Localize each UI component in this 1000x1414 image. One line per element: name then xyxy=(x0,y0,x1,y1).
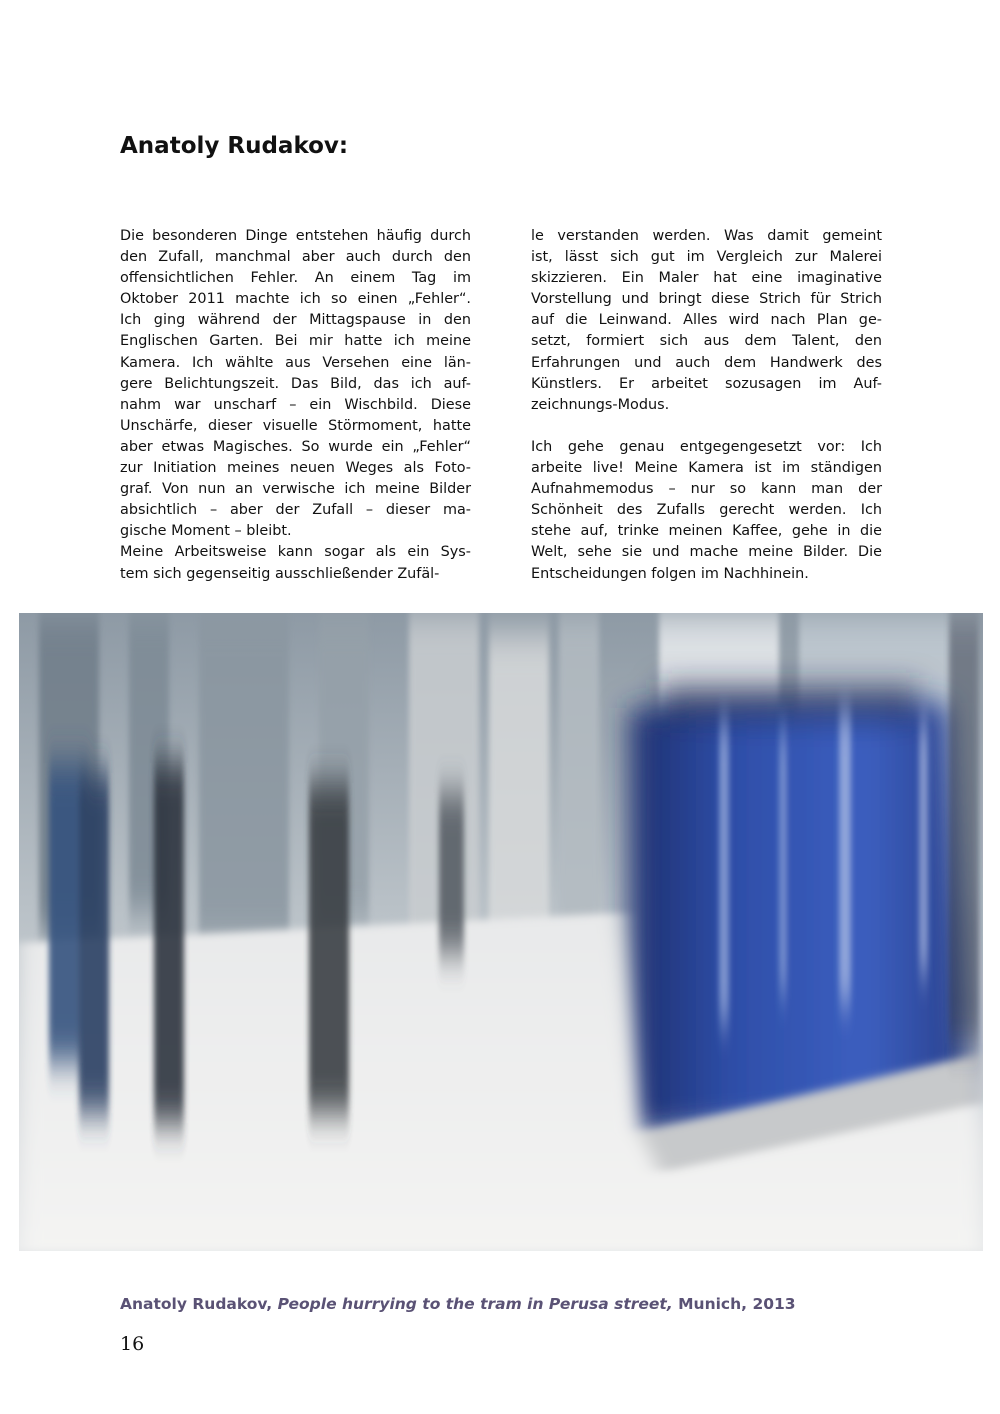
text-line: graf. Von nun an verwische ich meine Bilder xyxy=(120,481,471,498)
article-title: Anatoly Rudakov: xyxy=(120,133,349,159)
text-line: tem sich gegenseitig ausschließender Zufäl- xyxy=(120,565,440,582)
text-line: zeichnungs-Modus. xyxy=(531,396,670,413)
text-line: Ich ging während der Mittagspause in den xyxy=(120,312,471,329)
text-line: skizzieren. Ein Maler hat eine imaginative xyxy=(531,270,882,287)
caption-artist: Anatoly Rudakov, xyxy=(120,1295,273,1313)
text-line: Die besonderen Dinge entstehen häufig durch xyxy=(120,228,471,244)
text-line: Erfahrungen und auch dem Handwerk des xyxy=(531,354,882,371)
text-line: Unschärfe, dieser visuelle Störmoment, hatte xyxy=(120,417,471,434)
text-line: absichtlich – aber der Zufall – dieser ma- xyxy=(120,502,471,519)
text-line: Oktober 2011 machte ich so einen „Fehler“. xyxy=(120,291,471,308)
text-line: Meine Arbeitsweise kann sogar als ein Sys- xyxy=(120,544,471,561)
text-line xyxy=(531,416,882,437)
photo-caption xyxy=(120,1294,796,1314)
text-line: Kamera. Ich wählte aus Versehen eine län- xyxy=(120,354,471,371)
text-line: Künstlers. Er arbeitet sozusagen im Auf- xyxy=(531,375,882,392)
right-text-column xyxy=(531,226,882,585)
text-line: zur Initiation meines neuen Weges als Foto- xyxy=(120,460,471,477)
text-line: auf die Leinwand. Alles wird nach Plan ge- xyxy=(531,312,882,329)
text-line: Entscheidungen folgen im Nachhinein. xyxy=(531,565,809,582)
text-line: Welt, sehe sie und mache meine Bilder. Die xyxy=(531,544,882,561)
text-line: setzt, formiert sich aus dem Talent, den xyxy=(531,333,882,350)
text-line: ist, lässt sich gut im Vergleich zur Malerei xyxy=(531,249,882,266)
caption-place: Munich, xyxy=(678,1295,748,1313)
text-line: gere Belichtungszeit. Das Bild, das ich auf- xyxy=(120,375,471,392)
text-line: Aufnahmemodus – nur so kann man der xyxy=(531,481,882,498)
text-line: Vorstellung und bringt diese Strich für Strich xyxy=(531,291,882,308)
left-text-column xyxy=(120,226,471,585)
text-line: arbeite live! Meine Kamera ist im ständigen xyxy=(531,460,882,477)
caption-work-title: People hurrying to the tram in Perusa street, xyxy=(277,1295,673,1313)
text-line: offensichtlichen Fehler. An einem Tag im xyxy=(120,270,471,287)
text-line: Englischen Garten. Bei mir hatte ich meine xyxy=(120,333,471,350)
caption-year: 2013 xyxy=(752,1295,796,1313)
text-line: nahm war unscharf – ein Wischbild. Diese xyxy=(120,396,471,413)
text-line: gische Moment – bleibt. xyxy=(120,523,292,540)
text-line: den Zufall, manchmal aber auch durch den xyxy=(120,249,471,266)
text-line: Schönheit des Zufalls gerecht werden. Ich xyxy=(531,502,882,519)
text-line: le verstanden werden. Was damit gemeint xyxy=(531,228,882,244)
page-number: 16 xyxy=(120,1333,145,1355)
text-line: Ich gehe genau entgegengesetzt vor: Ich xyxy=(531,438,882,455)
blurred-street-photo xyxy=(19,613,983,1251)
text-line: stehe auf, trinke meinen Kaffee, gehe in die xyxy=(531,523,882,540)
text-line: aber etwas Magisches. So wurde ein „Fehler“ xyxy=(120,438,471,455)
